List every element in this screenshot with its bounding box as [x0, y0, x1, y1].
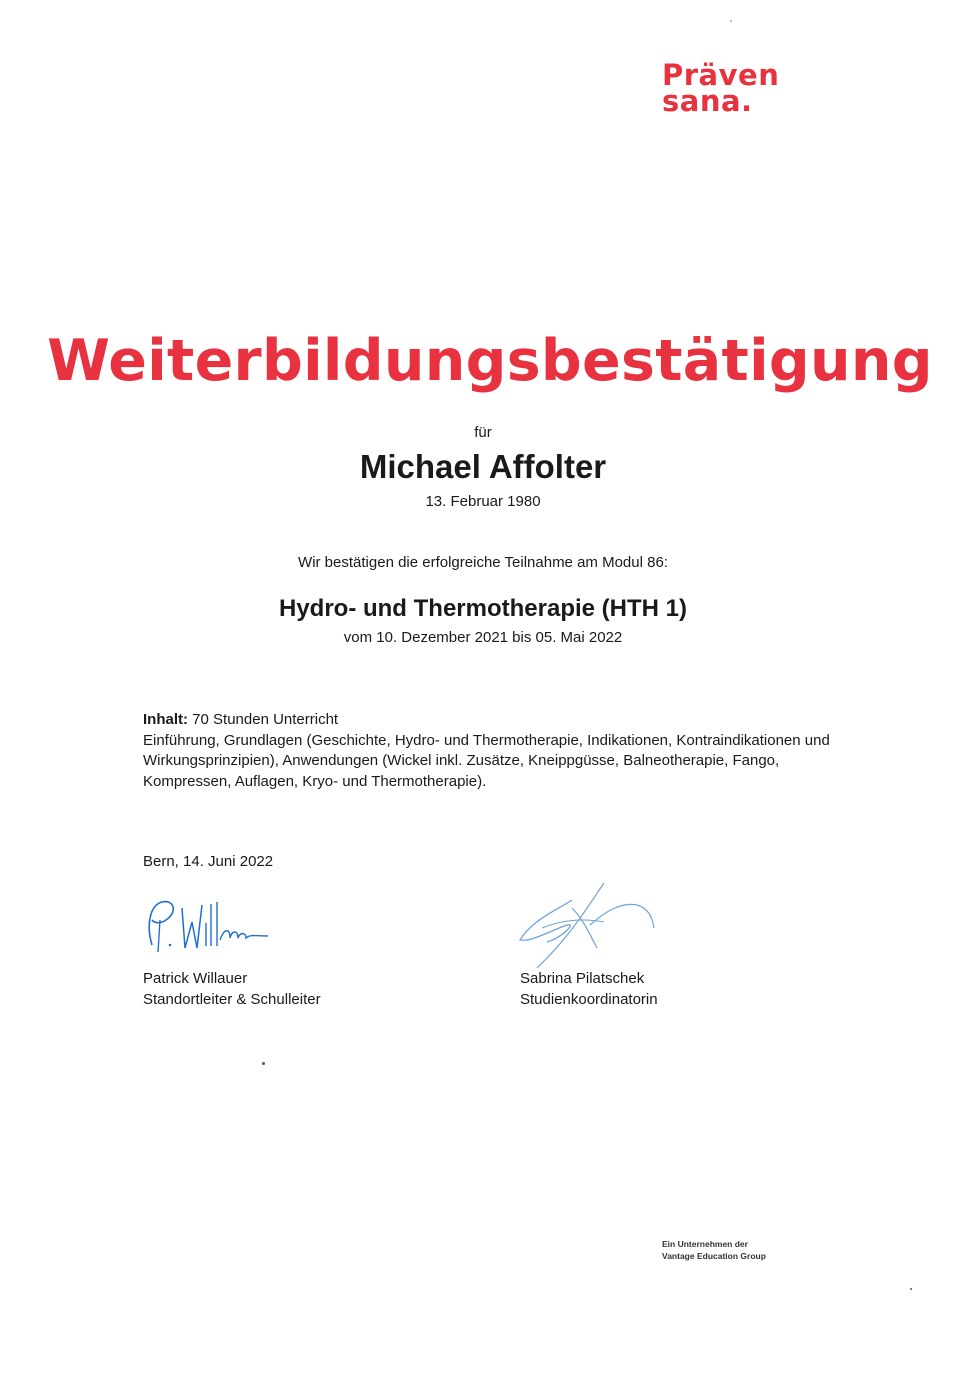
content-hours: 70 Stunden Unterricht — [192, 711, 339, 728]
scan-speck — [910, 1288, 912, 1290]
content-hours-line — [143, 710, 843, 731]
signer-name: Patrick Willauer — [143, 970, 248, 987]
recipient-name: Michael Affolter — [359, 448, 607, 485]
signer-sabrina-pilatschek — [520, 968, 658, 1010]
signer-patrick-willauer — [143, 968, 321, 1010]
signer-name: Sabrina Pilatschek — [520, 970, 645, 987]
content-description: Einführung, Grundlagen (Geschichte, Hydro- und Thermotherapie, Indikationen, Kontraindikationen und Wirkungsprinzipien), Anwendungen (Wickel inkl. Zusätze, Kneippgüsse, Balneotherapie, Fango, Kompressen, Auflagen, Kryo- und Thermotherapie). — [143, 731, 830, 790]
for-label: für — [474, 424, 492, 441]
scan-speck — [730, 20, 732, 22]
birth-date: 13. Februar 1980 — [425, 493, 541, 510]
certificate-title: Weiterbildungsbestätigung — [47, 328, 933, 394]
signature-patrick-willauer — [140, 890, 275, 970]
signer-role: Standortleiter & Schulleiter — [143, 991, 321, 1008]
signature-sabrina-pilatschek — [512, 880, 662, 975]
praevensana-logo — [662, 58, 780, 118]
module-name: Hydro- und Thermotherapie (HTH 1) — [278, 595, 687, 622]
content-label: Inhalt: — [143, 711, 188, 728]
logo-line-2: sana. — [662, 84, 753, 118]
scan-speck — [262, 1062, 265, 1065]
content-section — [143, 710, 843, 792]
place-date: Bern, 14. Juni 2022 — [143, 853, 274, 870]
logo-line-1: Präven — [662, 58, 780, 92]
module-period: vom 10. Dezember 2021 bis 05. Mai 2022 — [343, 629, 623, 646]
footer-line-2: Vantage Education Group — [662, 1251, 766, 1261]
signer-role: Studienkoordinatorin — [520, 991, 658, 1008]
footer-note — [662, 1238, 766, 1262]
footer-line-1: Ein Unternehmen der — [662, 1239, 748, 1249]
confirmation-text: Wir bestätigen die erfolgreiche Teilnahme am Modul 86: — [298, 554, 668, 571]
